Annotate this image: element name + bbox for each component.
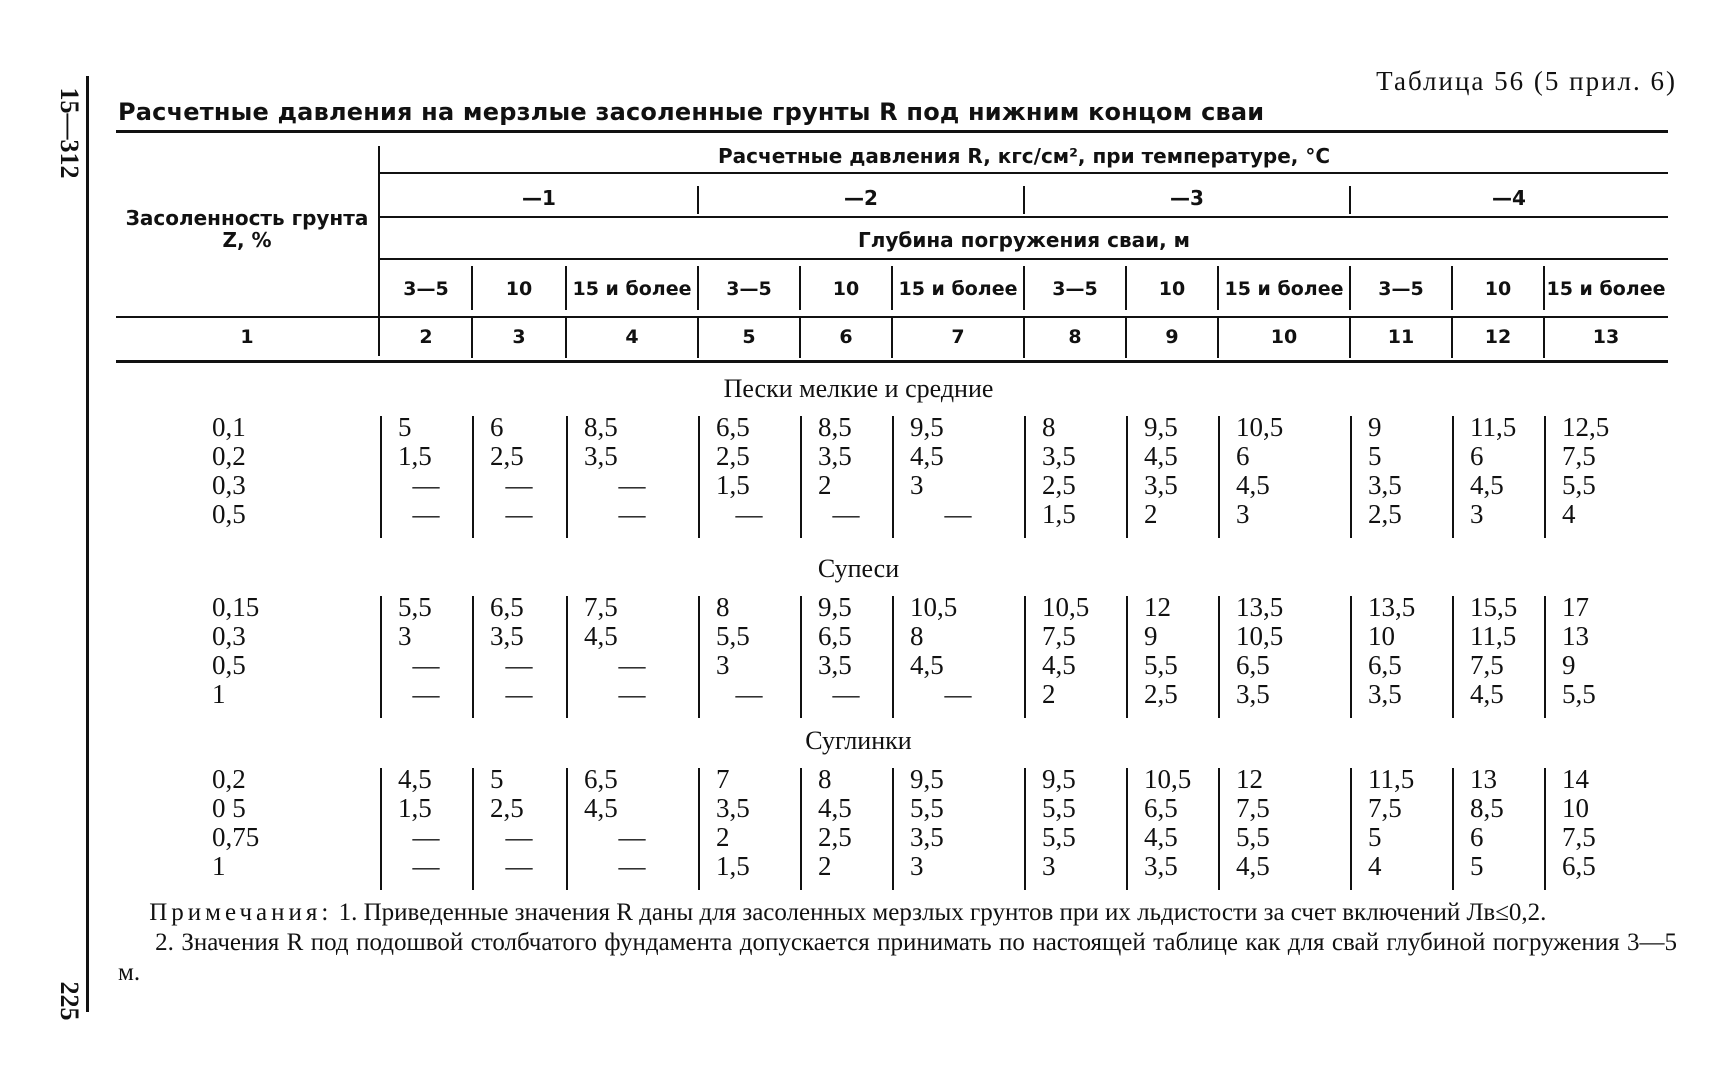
header-depth-col-9: 10	[1158, 278, 1186, 300]
cell-value: 6,5	[818, 621, 852, 651]
cell-value: 14	[1562, 764, 1589, 794]
temp-divider	[697, 186, 699, 214]
number-divider	[565, 318, 567, 358]
note-1-text: 1. Приведенные значения R даны для засоленных мерзлых грунтов при их льдистости за счет включений Лв≤0,2.	[338, 899, 1547, 926]
cell-value: 8	[716, 592, 730, 622]
depth-divider	[697, 266, 699, 310]
cell-value: 3	[398, 621, 412, 651]
body-divider	[380, 768, 382, 890]
cell-value: 7,5	[1042, 621, 1076, 651]
body-divider	[1126, 596, 1128, 718]
cell-value: 6,5	[584, 764, 618, 794]
cell-value: 6,5	[716, 412, 750, 442]
header-depth-col-10: 15 и более	[1224, 278, 1344, 300]
cell-value: 10	[1562, 793, 1589, 823]
body-divider	[1544, 416, 1546, 538]
header-depth-col-8: 3—5	[1052, 278, 1098, 300]
cell-value: 2,5	[818, 822, 852, 852]
cell-value: 5	[1470, 851, 1484, 881]
cell-value: 2,5	[716, 441, 750, 471]
salinity-value: 0,5	[212, 499, 246, 529]
cell-value: —	[412, 470, 440, 500]
cell-value: —	[618, 470, 646, 500]
depth-divider	[891, 266, 893, 310]
header-depth-col-7: 15 и более	[898, 278, 1018, 300]
cell-value: 5	[398, 412, 412, 442]
cell-value: —	[944, 679, 972, 709]
cell-value: 5	[1368, 822, 1382, 852]
salinity-value: 0,3	[212, 470, 246, 500]
cell-value: 5,5	[910, 793, 944, 823]
cell-value: —	[618, 679, 646, 709]
cell-value: 13	[1470, 764, 1497, 794]
cell-value: 3,5	[716, 793, 750, 823]
number-divider	[1023, 318, 1025, 358]
margin-code: 15—312	[55, 87, 84, 179]
depth-divider	[471, 266, 473, 310]
cell-value: 4,5	[1144, 441, 1178, 471]
salinity-value: 0,15	[212, 592, 260, 622]
cell-value: 7,5	[1562, 822, 1596, 852]
number-divider	[799, 318, 801, 358]
header-temp-2: —2	[844, 186, 878, 210]
column-number-3: 3	[512, 326, 526, 348]
cell-value: 3,5	[1144, 851, 1178, 881]
header-depth-col-5: 3—5	[726, 278, 772, 300]
body-divider	[566, 596, 568, 718]
cell-value: —	[412, 822, 440, 852]
notes	[118, 898, 1677, 988]
cell-value: 5	[1368, 441, 1382, 471]
cell-value: 4,5	[910, 650, 944, 680]
salinity-value: 0 5	[212, 793, 246, 823]
cell-value: —	[944, 499, 972, 529]
cell-value: 8,5	[1470, 793, 1504, 823]
cell-value: 5,5	[1562, 679, 1596, 709]
cell-value: 3,5	[490, 621, 524, 651]
cell-value: —	[505, 650, 533, 680]
body-divider	[800, 768, 802, 890]
cell-value: —	[412, 499, 440, 529]
header-depth-col-3: 10	[505, 278, 533, 300]
cell-value: 2	[1042, 679, 1056, 709]
cell-value: 4,5	[584, 621, 618, 651]
column-number-1: 1	[240, 326, 254, 348]
cell-value: —	[618, 851, 646, 881]
cell-value: 6,5	[1562, 851, 1596, 881]
cell-value: 3,5	[910, 822, 944, 852]
cell-value: 3,5	[1236, 679, 1270, 709]
table-number: Таблица 56 (5 прил. 6)	[1376, 66, 1677, 96]
header-depth: Глубина погружения сваи, м	[857, 228, 1191, 252]
cell-value: 2,5	[490, 793, 524, 823]
depth-divider	[1023, 266, 1025, 310]
cell-value: 9	[1144, 621, 1158, 651]
cell-value: 10	[1368, 621, 1395, 651]
column-number-8: 8	[1068, 326, 1082, 348]
margin-rule	[86, 76, 89, 1012]
cell-value: 4	[1368, 851, 1382, 881]
cell-value: 5,5	[1562, 470, 1596, 500]
body-divider	[1024, 596, 1026, 718]
body-divider	[1452, 768, 1454, 890]
cell-value: —	[505, 822, 533, 852]
cell-value: 4,5	[1470, 470, 1504, 500]
cell-value: 12	[1236, 764, 1263, 794]
header-temp-1: —1	[522, 186, 556, 210]
cell-value: 13,5	[1368, 592, 1416, 622]
cell-value: 1,5	[398, 441, 432, 471]
cell-value: 12,5	[1562, 412, 1610, 442]
cell-value: 8	[910, 621, 924, 651]
note-2	[118, 928, 1677, 988]
cell-value: —	[832, 679, 860, 709]
cell-value: 10,5	[1144, 764, 1192, 794]
cell-value: 3,5	[1144, 470, 1178, 500]
cell-value: 1,5	[1042, 499, 1076, 529]
column-number-9: 9	[1165, 326, 1179, 348]
depth-divider	[565, 266, 567, 310]
body-divider	[892, 768, 894, 890]
cell-value: 3,5	[1368, 470, 1402, 500]
note-2-text: 2. Значения R под подошвой столбчатого фундамента допускается принимать по настоящей таблице как для свай глубиной погружения 3—5 м.	[118, 929, 1678, 986]
cell-value: 3	[716, 650, 730, 680]
salinity-value: 0,1	[212, 412, 246, 442]
cell-value: 1,5	[398, 793, 432, 823]
depth-divider	[799, 266, 801, 310]
cell-value: 3,5	[818, 650, 852, 680]
body-divider	[566, 768, 568, 890]
rule-under-depth	[380, 258, 1668, 260]
body-divider	[566, 416, 568, 538]
cell-value: 3	[1236, 499, 1250, 529]
salinity-value: 0,2	[212, 441, 246, 471]
section-title-3: Суглинки	[805, 726, 912, 755]
depth-divider	[1217, 266, 1219, 310]
number-divider	[1543, 318, 1545, 358]
number-divider	[1125, 318, 1127, 358]
body-divider	[1544, 596, 1546, 718]
cell-value: —	[618, 650, 646, 680]
section-title-1: Пески мелкие и средние	[723, 374, 994, 403]
column-number-13: 13	[1592, 326, 1620, 348]
cell-value: 4,5	[1144, 822, 1178, 852]
number-divider	[891, 318, 893, 358]
cell-value: —	[505, 499, 533, 529]
column-number-4: 4	[625, 326, 639, 348]
cell-value: 8,5	[818, 412, 852, 442]
cell-value: 5,5	[1144, 650, 1178, 680]
cell-value: 4,5	[818, 793, 852, 823]
rule-under-temps	[380, 216, 1668, 218]
cell-value: 10,5	[1236, 412, 1284, 442]
cell-value: 11,5	[1470, 621, 1517, 651]
cell-value: 13,5	[1236, 592, 1284, 622]
cell-value: 4,5	[584, 793, 618, 823]
header-salinity-line2: Z, %	[222, 228, 272, 252]
temp-divider	[1023, 186, 1025, 214]
depth-divider	[1125, 266, 1127, 310]
header-depth-col-6: 10	[832, 278, 860, 300]
cell-value: 5,5	[1042, 793, 1076, 823]
cell-value: 6,5	[1236, 650, 1270, 680]
section-title-2: Супеси	[817, 554, 900, 583]
salinity-value: 1	[212, 679, 226, 709]
cell-value: 17	[1562, 592, 1589, 622]
cell-value: 4,5	[1042, 650, 1076, 680]
number-divider	[1349, 318, 1351, 358]
cell-value: 8	[818, 764, 832, 794]
cell-value: 7,5	[1236, 793, 1270, 823]
cell-value: 9	[1368, 412, 1382, 442]
cell-value: —	[412, 650, 440, 680]
cell-value: 12	[1144, 592, 1171, 622]
body-divider	[1452, 596, 1454, 718]
header-pressure: Расчетные давления R, кгс/см², при температуре, °С	[717, 144, 1331, 168]
column-number-7: 7	[951, 326, 965, 348]
header-temp-4: —4	[1492, 186, 1526, 210]
body-divider	[1350, 596, 1352, 718]
number-divider	[1451, 318, 1453, 358]
cell-value: 2	[1144, 499, 1158, 529]
body-divider	[1452, 416, 1454, 538]
cell-value: 9,5	[910, 764, 944, 794]
body-divider	[1350, 416, 1352, 538]
cell-value: 7,5	[1562, 441, 1596, 471]
header-depth-col-13: 15 и более	[1546, 278, 1666, 300]
column-number-6: 6	[839, 326, 853, 348]
cell-value: 3	[1470, 499, 1484, 529]
cell-value: 2,5	[1042, 470, 1076, 500]
cell-value: 5,5	[716, 621, 750, 651]
cell-value: 3	[910, 470, 924, 500]
salinity-value: 0,2	[212, 764, 246, 794]
body-divider	[698, 416, 700, 538]
body-divider	[1024, 416, 1026, 538]
salinity-value: 1	[212, 851, 226, 881]
cell-value: 6,5	[1144, 793, 1178, 823]
cell-value: 1,5	[716, 470, 750, 500]
salinity-value: 0,75	[212, 822, 260, 852]
column-number-12: 12	[1484, 326, 1512, 348]
cell-value: 3,5	[1042, 441, 1076, 471]
cell-value: 9,5	[1144, 412, 1178, 442]
body-divider	[472, 768, 474, 890]
cell-value: 5,5	[1236, 822, 1270, 852]
cell-value: 7,5	[584, 592, 618, 622]
header-depth-col-11: 3—5	[1378, 278, 1424, 300]
body-divider	[892, 416, 894, 538]
cell-value: 2	[818, 851, 832, 881]
depth-divider	[1349, 266, 1351, 310]
cell-value: 6,5	[490, 592, 524, 622]
cell-value: 6,5	[1368, 650, 1402, 680]
cell-value: 4,5	[910, 441, 944, 471]
cell-value: 5,5	[398, 592, 432, 622]
cell-value: 13	[1562, 621, 1589, 651]
page-number: 225	[55, 981, 84, 1021]
cell-value: 4,5	[1236, 851, 1270, 881]
cell-value: —	[735, 499, 763, 529]
note-1	[118, 898, 1677, 928]
cell-value: 9,5	[910, 412, 944, 442]
rule-under-numbers	[116, 360, 1668, 363]
cell-value: 2,5	[1144, 679, 1178, 709]
number-divider	[697, 318, 699, 358]
temp-divider	[1349, 186, 1351, 214]
cell-value: 3	[1042, 851, 1056, 881]
body-divider	[1126, 416, 1128, 538]
cell-value: 7,5	[1470, 650, 1504, 680]
salinity-value: 0,3	[212, 621, 246, 651]
cell-value: 9	[1562, 650, 1576, 680]
rule-under-pressure	[380, 172, 1668, 174]
cell-value: —	[618, 822, 646, 852]
body-divider	[800, 596, 802, 718]
header-depth-col-2: 3—5	[403, 278, 449, 300]
column-number-11: 11	[1387, 326, 1415, 348]
cell-value: 8	[1042, 412, 1056, 442]
cell-value: 6	[490, 412, 504, 442]
cell-value: 10,5	[1042, 592, 1090, 622]
cell-value: 4	[1562, 499, 1576, 529]
body-divider	[380, 416, 382, 538]
cell-value: 9,5	[818, 592, 852, 622]
depth-divider	[1543, 266, 1545, 310]
cell-value: 6	[1236, 441, 1250, 471]
body-divider	[1218, 768, 1220, 890]
cell-value: 3,5	[818, 441, 852, 471]
cell-value: 1,5	[716, 851, 750, 881]
cell-value: —	[505, 470, 533, 500]
cell-value: 4,5	[398, 764, 432, 794]
header-depth-col-12: 10	[1484, 278, 1512, 300]
header-depth-col-4: 15 и более	[572, 278, 692, 300]
body-divider	[892, 596, 894, 718]
body-divider	[1024, 768, 1026, 890]
cell-value: 5,5	[1042, 822, 1076, 852]
cell-value: 15,5	[1470, 592, 1518, 622]
depth-divider	[1451, 266, 1453, 310]
body-divider	[472, 416, 474, 538]
body-divider	[800, 416, 802, 538]
cell-value: 2	[818, 470, 832, 500]
body-divider	[1218, 596, 1220, 718]
notes-label: Примечания:	[149, 899, 333, 926]
table-title: Расчетные давления на мерзлые засоленные грунты R под нижним концом сваи	[118, 98, 1265, 126]
cell-value: 2,5	[490, 441, 524, 471]
cell-value: —	[505, 851, 533, 881]
cell-value: 11,5	[1368, 764, 1415, 794]
cell-value: 2	[716, 822, 730, 852]
cell-value: 10,5	[1236, 621, 1284, 651]
cell-value: —	[505, 679, 533, 709]
cell-value: 6	[1470, 822, 1484, 852]
column-number-10: 10	[1270, 326, 1298, 348]
cell-value: —	[412, 679, 440, 709]
table-top-rule	[116, 130, 1668, 133]
cell-value: —	[412, 851, 440, 881]
cell-value: —	[618, 499, 646, 529]
column-number-5: 5	[742, 326, 756, 348]
cell-value: 3,5	[1368, 679, 1402, 709]
body-divider	[472, 596, 474, 718]
cell-value: —	[735, 679, 763, 709]
cell-value: 4,5	[1236, 470, 1270, 500]
cell-value: 10,5	[910, 592, 958, 622]
header-temp-3: —3	[1170, 186, 1204, 210]
body-divider	[1350, 768, 1352, 890]
cell-value: 11,5	[1470, 412, 1517, 442]
salinity-value: 0,5	[212, 650, 246, 680]
body-divider	[698, 768, 700, 890]
cell-value: 4,5	[1470, 679, 1504, 709]
body-divider	[1218, 416, 1220, 538]
cell-value: 3,5	[584, 441, 618, 471]
column-number-2: 2	[419, 326, 433, 348]
number-divider	[471, 318, 473, 358]
number-divider	[1217, 318, 1219, 358]
body-divider	[1126, 768, 1128, 890]
cell-value: 5	[490, 764, 504, 794]
cell-value: 7	[716, 764, 730, 794]
cell-value: 6	[1470, 441, 1484, 471]
header-salinity-line1: Засоленность грунта	[125, 206, 369, 230]
body-divider	[698, 596, 700, 718]
cell-value: —	[832, 499, 860, 529]
cell-value: 8,5	[584, 412, 618, 442]
cell-value: 7,5	[1368, 793, 1402, 823]
body-divider	[380, 596, 382, 718]
body-divider	[1544, 768, 1546, 890]
cell-value: 3	[910, 851, 924, 881]
cell-value: 9,5	[1042, 764, 1076, 794]
cell-value: 2,5	[1368, 499, 1402, 529]
